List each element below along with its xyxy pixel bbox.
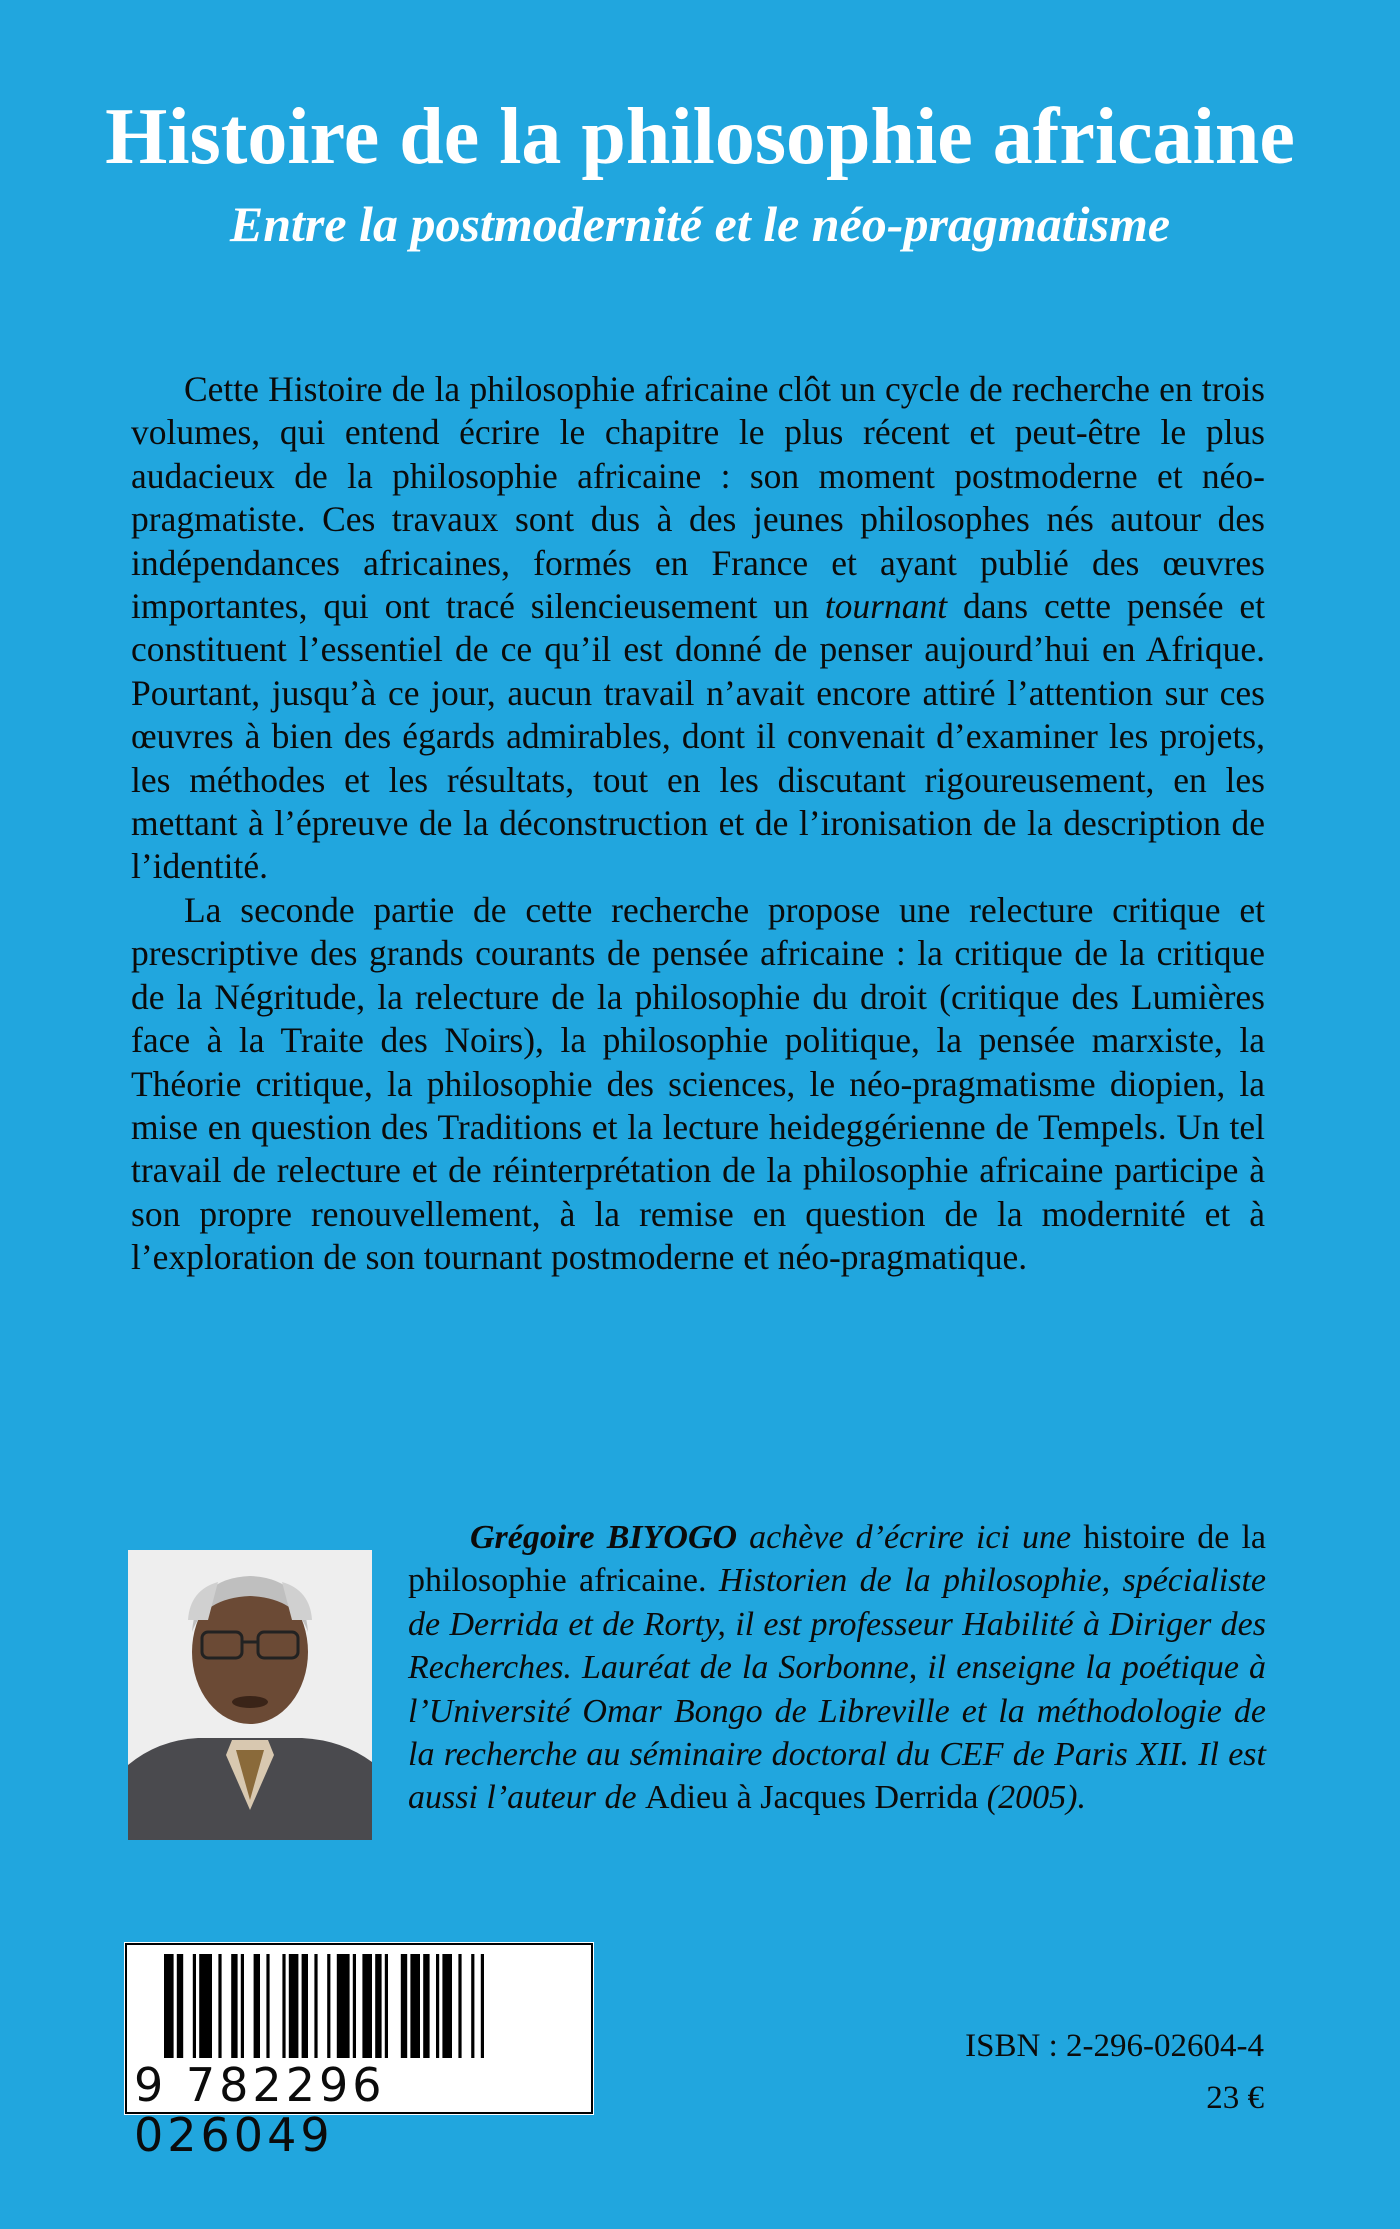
barcode-bar — [375, 1954, 381, 2058]
barcode-bar — [164, 1954, 174, 2058]
book-title: Histoire de la philosophie africaine — [105, 93, 1295, 181]
barcode-bar — [254, 1954, 260, 2058]
blurb-paragraph-2: La seconde partie de cette recherche propose une relecture critique et prescriptive des grands courants de pensée africaine : la critique de la critique de la Négritude, la relecture de la philosophie du droit (critique des Lumières face à la Traite des Noirs), la philosophie politique, la pensée marxiste, la Théorie critique, la philosophie des sciences, le néo-pragmatisme diopien, la mise en question des Traditions et la lecture heideggérienne de Tempels. Un tel travail de relecture et de réinterprétation de la philosophie africaine participe à son propre renouvellement, à la remise en question de la modernité et à l’exploration de son tournant postmoderne et néo-pragmatique. — [131, 889, 1265, 1278]
barcode-bar — [362, 1954, 372, 2058]
author-name: Grégoire BIYOGO — [470, 1519, 738, 1556]
barcode-bar — [353, 1954, 356, 2058]
barcode-bar — [199, 1954, 212, 2058]
barcode-bar — [289, 1954, 299, 2058]
barcode-bar — [337, 1954, 350, 2058]
book-reference: Adieu à Jacques Derrida — [645, 1779, 979, 1817]
barcode-bar — [231, 1954, 237, 2058]
blurb-paragraph-1: Cette Histoire de la philosophie africaine clôt un cycle de recherche en trois volumes, qui entend écrire le chapitre le plus récent et peut-être le plus audacieux de la philosophie africaine : son moment postmoderne et néo-pragmatiste. Ces travaux sont dus à des jeunes philosophes nés autour des indépendances africaines, formés en France et ayant publié des œuvres importantes, qui ont tracé silencieusement un tournant dans cette pensée et constituent l’essentiel de ce qu’il est donné de penser aujourd’hui en Afrique. Pourtant, jusqu’à ce jour, aucun travail n’avait encore attiré l’attention sur ces œuvres à bien des égards admirables, dont il convenait d’examiner les projets, les méthodes et les résultats, tout en les discutant rigoureusement, en les mettant à l’épreuve de la déconstruction et de l’ironisation de la description de l’identité. — [131, 369, 1265, 887]
barcode-bar — [314, 1954, 317, 2058]
barcode-bar — [458, 1954, 461, 2058]
isbn: ISBN : 2-296-02604-4 — [965, 2028, 1264, 2064]
author-photo — [128, 1550, 372, 1840]
barcode-bar — [302, 1954, 308, 2058]
barcode-bar — [442, 1954, 452, 2058]
barcode-digits: 9 782296 026049 — [134, 2058, 386, 2162]
barcode-bar — [266, 1954, 269, 2058]
barcode-bar — [327, 1954, 330, 2058]
barcode-bar — [193, 1954, 196, 2058]
author-bio: Grégoire BIYOGO achève d’écrire ici une histoire de la philosophie africaine. Historien de la philosophie, spécialiste de Derrida et de Rorty, il est professeur Habilité à Diriger des Recherches. Lauréat de la Sorbonne, il enseigne la poétique à l’Université Omar Bongo de Libreville et la méthodologie de la recherche au séminaire doctoral du CEF de Paris XII. Il est aussi l’auteur de Adieu à Jacques Derrida (2005). — [408, 1519, 1267, 1817]
barcode-bar — [241, 1954, 244, 2058]
barcode-bar — [282, 1954, 285, 2058]
price: 23 € — [1206, 2080, 1264, 2116]
barcode-bar — [218, 1954, 221, 2058]
barcode-bar — [436, 1954, 439, 2058]
barcode-bar — [481, 1954, 484, 2058]
emphasis-tournant: tournant — [824, 586, 948, 627]
barcode-bar — [410, 1954, 420, 2058]
book-subtitle: Entre la postmodernité et le néo-pragmatisme — [229, 196, 1171, 252]
barcode-bar — [385, 1954, 388, 2058]
barcode-bar — [423, 1954, 429, 2058]
barcode-bar — [401, 1954, 407, 2058]
barcode — [124, 1942, 594, 2162]
barcode-bar — [471, 1954, 474, 2058]
blurb — [131, 368, 1265, 1280]
barcode-bar — [177, 1954, 183, 2058]
